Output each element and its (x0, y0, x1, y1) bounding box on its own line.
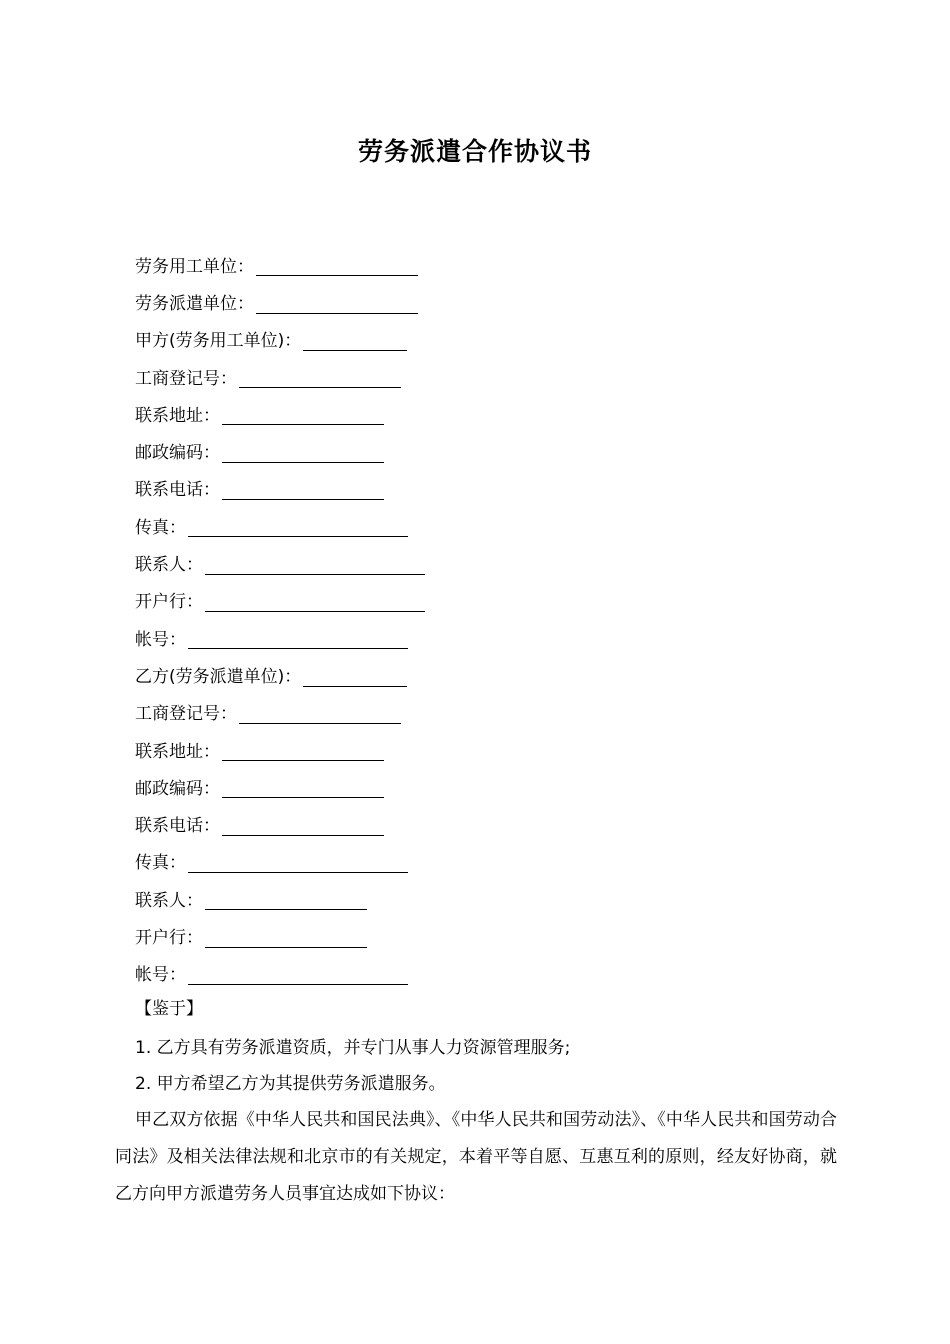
form-field-row (135, 621, 635, 658)
form-field-blank-line[interactable] (205, 892, 367, 910)
form-field-label: 邮政编码： (135, 443, 220, 464)
form-field-blank-line[interactable] (239, 370, 401, 388)
form-field-row (135, 472, 635, 509)
form-field-label: 联系电话： (135, 816, 220, 837)
form-field-label: 帐号： (135, 629, 186, 650)
form-field-label: 传真： (135, 853, 186, 874)
form-field-blank-line[interactable] (222, 445, 384, 463)
form-field-blank-line[interactable] (188, 967, 408, 985)
form-field-label: 联系地址： (135, 741, 220, 762)
recitals-heading: 【鉴于】 (135, 999, 203, 1019)
form-field-blank-line[interactable] (303, 669, 407, 687)
form-field-blank-line[interactable] (188, 519, 408, 537)
form-field-row (135, 919, 635, 956)
form-field-blank-line[interactable] (205, 930, 367, 948)
form-field-blank-line[interactable] (256, 296, 418, 314)
party-info-fields (135, 248, 635, 994)
form-field-row (135, 957, 635, 994)
document-title: 劳务派遣合作协议书 (357, 137, 592, 166)
form-field-blank-line[interactable] (205, 594, 425, 612)
form-field-label: 工商登记号： (135, 704, 237, 725)
form-field-row (135, 658, 635, 695)
form-field-blank-line[interactable] (222, 743, 384, 761)
form-field-row (135, 770, 635, 807)
form-field-label: 开户行： (135, 927, 203, 948)
form-field-row (135, 248, 635, 285)
form-field-label: 联系地址： (135, 405, 220, 426)
form-field-blank-line[interactable] (222, 407, 384, 425)
form-field-label: 甲方(劳务用工单位)： (135, 331, 302, 352)
form-field-row (135, 360, 635, 397)
form-field-blank-line[interactable] (188, 855, 408, 873)
form-field-label: 联系电话： (135, 480, 220, 501)
recital-item-1: 1. 乙方具有劳务派遣资质，并专门从事人力资源管理服务; (135, 1038, 571, 1058)
form-field-blank-line[interactable] (188, 631, 408, 649)
form-field-label: 邮政编码： (135, 778, 220, 799)
form-field-row (135, 397, 635, 434)
form-field-label: 帐号： (135, 965, 186, 986)
form-field-row (135, 509, 635, 546)
form-field-row (135, 285, 635, 322)
form-field-blank-line[interactable] (239, 706, 401, 724)
form-field-row (135, 733, 635, 770)
form-field-row (135, 546, 635, 583)
form-field-label: 劳务用工单位： (135, 256, 254, 277)
form-field-blank-line[interactable] (303, 333, 407, 351)
form-field-row (135, 323, 635, 360)
form-field-label: 工商登记号： (135, 368, 237, 389)
form-field-row (135, 434, 635, 471)
form-field-row (135, 696, 635, 733)
form-field-label: 联系人： (135, 555, 203, 576)
agreement-intro-paragraph: 甲乙双方依据《中华人民共和国民法典》、《中华人民共和国劳动法》、《中华人民共和国劳动合同法》及相关法律法规和北京市的有关规定，本着平等自愿、互惠互利的原则，经友好协商，就乙方向甲方派遣劳务人员事宜达成如下协议： (115, 1110, 837, 1204)
form-field-blank-line[interactable] (205, 557, 425, 575)
form-field-row (135, 807, 635, 844)
form-field-label: 传真： (135, 517, 186, 538)
form-field-row (135, 882, 635, 919)
form-field-label: 乙方(劳务派遣单位)： (135, 666, 302, 687)
recital-item-2: 2. 甲方希望乙方为其提供劳务派遣服务。 (135, 1074, 446, 1094)
form-field-label: 劳务派遣单位： (135, 293, 254, 314)
form-field-label: 开户行： (135, 592, 203, 613)
form-field-row (135, 845, 635, 882)
form-field-blank-line[interactable] (222, 482, 384, 500)
form-field-row (135, 584, 635, 621)
form-field-blank-line[interactable] (256, 258, 418, 276)
form-field-blank-line[interactable] (222, 818, 384, 836)
form-field-label: 联系人： (135, 890, 203, 911)
form-field-blank-line[interactable] (222, 780, 384, 798)
